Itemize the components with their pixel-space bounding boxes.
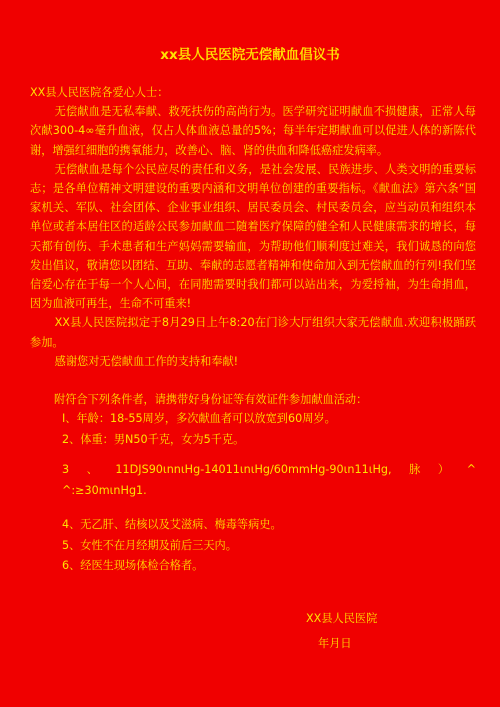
- conditions-intro: 附符合下列条件者，请携带好身份证等有效证件参加献血活动：: [54, 393, 368, 407]
- paragraph-health: 无偿献血是无私奉献、救死扶伤的高尚行为。医学研究证明献血不损健康，正常人每次献300-4∞毫升血液，仅占人体血液总量的5%；每半年定期献血可以促进人体的新陈代谢，增强红细胞的携氧能力，改善心、脑、肾的供血和降低癌症发病率。: [30, 105, 476, 157]
- paragraph-duty: 无偿献血是每个公民应尽的责任和义务，是社会发展、民族进步、人类文明的重要标志；是各单位精神文明建设的重要内涵和文明单位创建的重要指标。《献血法》第六条“国家机关、军队、社会团体、企业事业组织、居民委员会、村民委员会，应当动员和组织本单位或者本居住区的适龄公民参加献血二随着医疗保障的健全和人民健康需求的增长，每天都有创伤、手术患者和生产妈妈需要输血，为帮助他们顺利度过难关，我们诚恳的向您发出倡议，敬请您以团结、互助、奉献的志愿者精神和使命加入到无偿献血的行列!我们坚信爱心存在于每一个人心间，在同胞需要时我们都可以站出来，为爱捋袖，为生命捐血，因为血液可再生，生命不可重来!: [30, 162, 476, 311]
- date-line: 年月日: [318, 637, 352, 650]
- section-spacer: [30, 371, 476, 390]
- condition-item: 2、体重：男N50千克，女为5千克。: [62, 432, 245, 446]
- condition-item: 6、经医生现场体检合格者。: [62, 559, 204, 573]
- document-body: [30, 83, 476, 577]
- condition-item: 5、女性不在月经期及前后三天内。: [62, 538, 237, 552]
- document-title: xx县人民医院无偿献血倡议书: [160, 47, 340, 63]
- paragraph-thanks: 感谢您对无偿献血工作的支持和奉献!: [54, 354, 239, 368]
- condition-item: 4、无乙肝、结核以及艾滋病、梅毒等病史。: [62, 518, 282, 532]
- signature: XX县人民医院: [306, 612, 378, 625]
- condition-item: I、年龄：18-55周岁，多次献血者可以放宽到60周岁。: [62, 412, 336, 426]
- paragraph-schedule: XX县人民医院拟定于8月29日上午8:20在门诊大厅组织大家无偿献血.欢迎积极踊跃参加。: [30, 316, 476, 349]
- salutation: XX县人民医院各爱心人士：: [30, 86, 169, 99]
- condition-item: 3、11DJS90ιnnιHg-14011ιnιHg∕60mmHg-90ιn11ιHg,脉）^ ^:≥30mιnHg1.: [62, 463, 476, 497]
